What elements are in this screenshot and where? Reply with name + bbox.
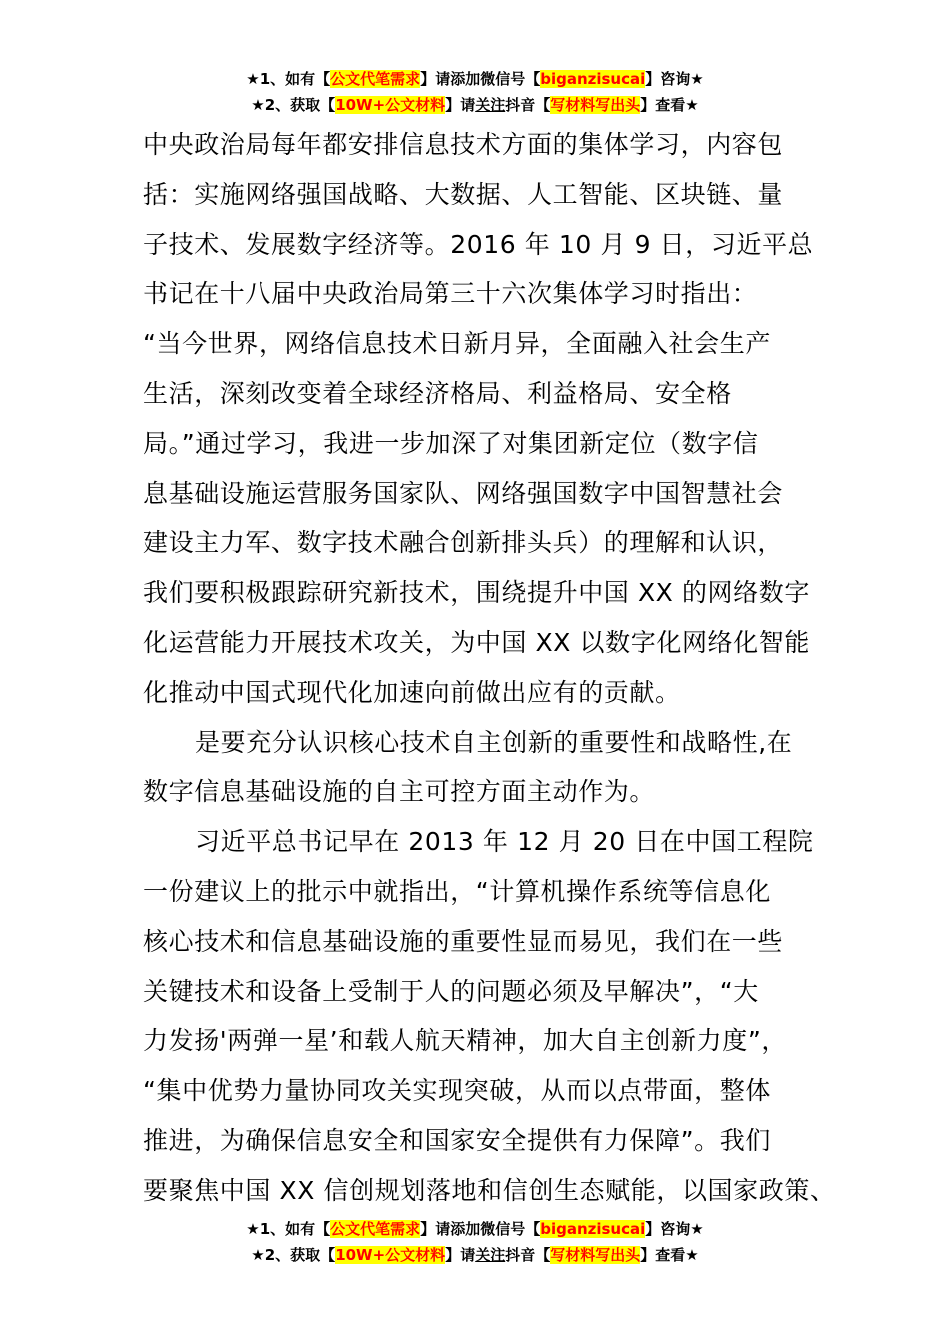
wechat-id-highlight: biganzisucai: [540, 70, 646, 88]
materials-highlight: 10W+公文材料: [335, 1246, 446, 1264]
douyin-account-highlight: 写材料写出头: [550, 1246, 641, 1264]
body-line: 一份建议上的批示中就指出，“计算机操作系统等信息化: [143, 876, 771, 906]
body-line: 子技术、发展数字经济等。2016 年 10 月 9 日，习近平总: [143, 229, 814, 259]
body-line: 关键技术和设备上受制于人的问题必须及早解决”，“大: [143, 976, 759, 1006]
body-line: 推进，为确保信息安全和国家安全提供有力保障”。我们: [143, 1125, 771, 1155]
body-line: 我们要积极跟踪研究新技术，围绕提升中国 XX 的网络数字: [143, 578, 810, 608]
footer-banner: [0, 1216, 950, 1268]
body-line: 力发扬'两弹一星’和载人航天精神，加大自主创新力度”，: [143, 1026, 787, 1056]
follow-underlined: 关注: [475, 96, 506, 114]
header-banner-line-2: ★2、获取【10W+公文材料】请关注抖音【写材料写出头】查看★: [251, 96, 699, 114]
header-banner: [0, 66, 950, 118]
body-line: 核心技术和信息基础设施的重要性显而易见，我们在一些: [143, 926, 784, 956]
douyin-account-highlight: 写材料写出头: [550, 96, 641, 114]
body-line: 数字信息基础设施的自主可控方面主动作为。: [143, 777, 656, 807]
footer-banner-line-2: ★2、获取【10W+公文材料】请关注抖音【写材料写出头】查看★: [251, 1246, 699, 1264]
header-banner-line-1: ★1、如有【公文代笔需求】请添加微信号【biganzisucai】咨询★: [246, 70, 704, 88]
body-line: 息基础设施运营服务国家队、网络强国数字中国智慧社会: [143, 478, 784, 508]
footer-banner-line-1: ★1、如有【公文代笔需求】请添加微信号【biganzisucai】咨询★: [246, 1220, 704, 1238]
service-highlight: 公文代笔需求: [330, 70, 421, 88]
body-line: “当今世界，网络信息技术日新月异，全面融入社会生产: [143, 329, 771, 359]
wechat-id-highlight: biganzisucai: [540, 1220, 646, 1238]
service-highlight: 公文代笔需求: [330, 1220, 421, 1238]
body-line: 要聚焦中国 XX 信创规划落地和信创生态赋能，以国家政策、: [143, 1175, 836, 1205]
body-line: 局。”通过学习，我进一步加深了对集团新定位（数字信: [143, 428, 759, 458]
body-line: 习近平总书记早在 2013 年 12 月 20 日在中国工程院: [195, 827, 814, 857]
body-line: 中央政治局每年都安排信息技术方面的集体学习，内容包: [143, 130, 784, 159]
body-line: 建设主力军、数字技术融合创新排头兵）的理解和认识，: [143, 528, 784, 558]
body-line: 生活，深刻改变着全球经济格局、利益格局、安全格: [143, 378, 732, 408]
body-line: 括：实施网络强国战略、大数据、人工智能、区块链、量: [143, 179, 784, 209]
body-line: 化推动中国式现代化加速向前做出应有的贡献。: [143, 677, 681, 707]
body-line: 书记在十八届中央政治局第三十六次集体学习时指出：: [143, 279, 758, 309]
follow-underlined: 关注: [475, 1246, 506, 1264]
materials-highlight: 10W+公文材料: [335, 96, 446, 114]
body-line: 是要充分认识核心技术自主创新的重要性和战略性,在: [195, 727, 793, 757]
body-line: “集中优势力量协同攻关实现突破，从而以点带面，整体: [143, 1076, 771, 1106]
body-line: 化运营能力开展技术攻关，为中国 XX 以数字化网络化智能: [143, 627, 810, 657]
document-body: [143, 120, 836, 1216]
